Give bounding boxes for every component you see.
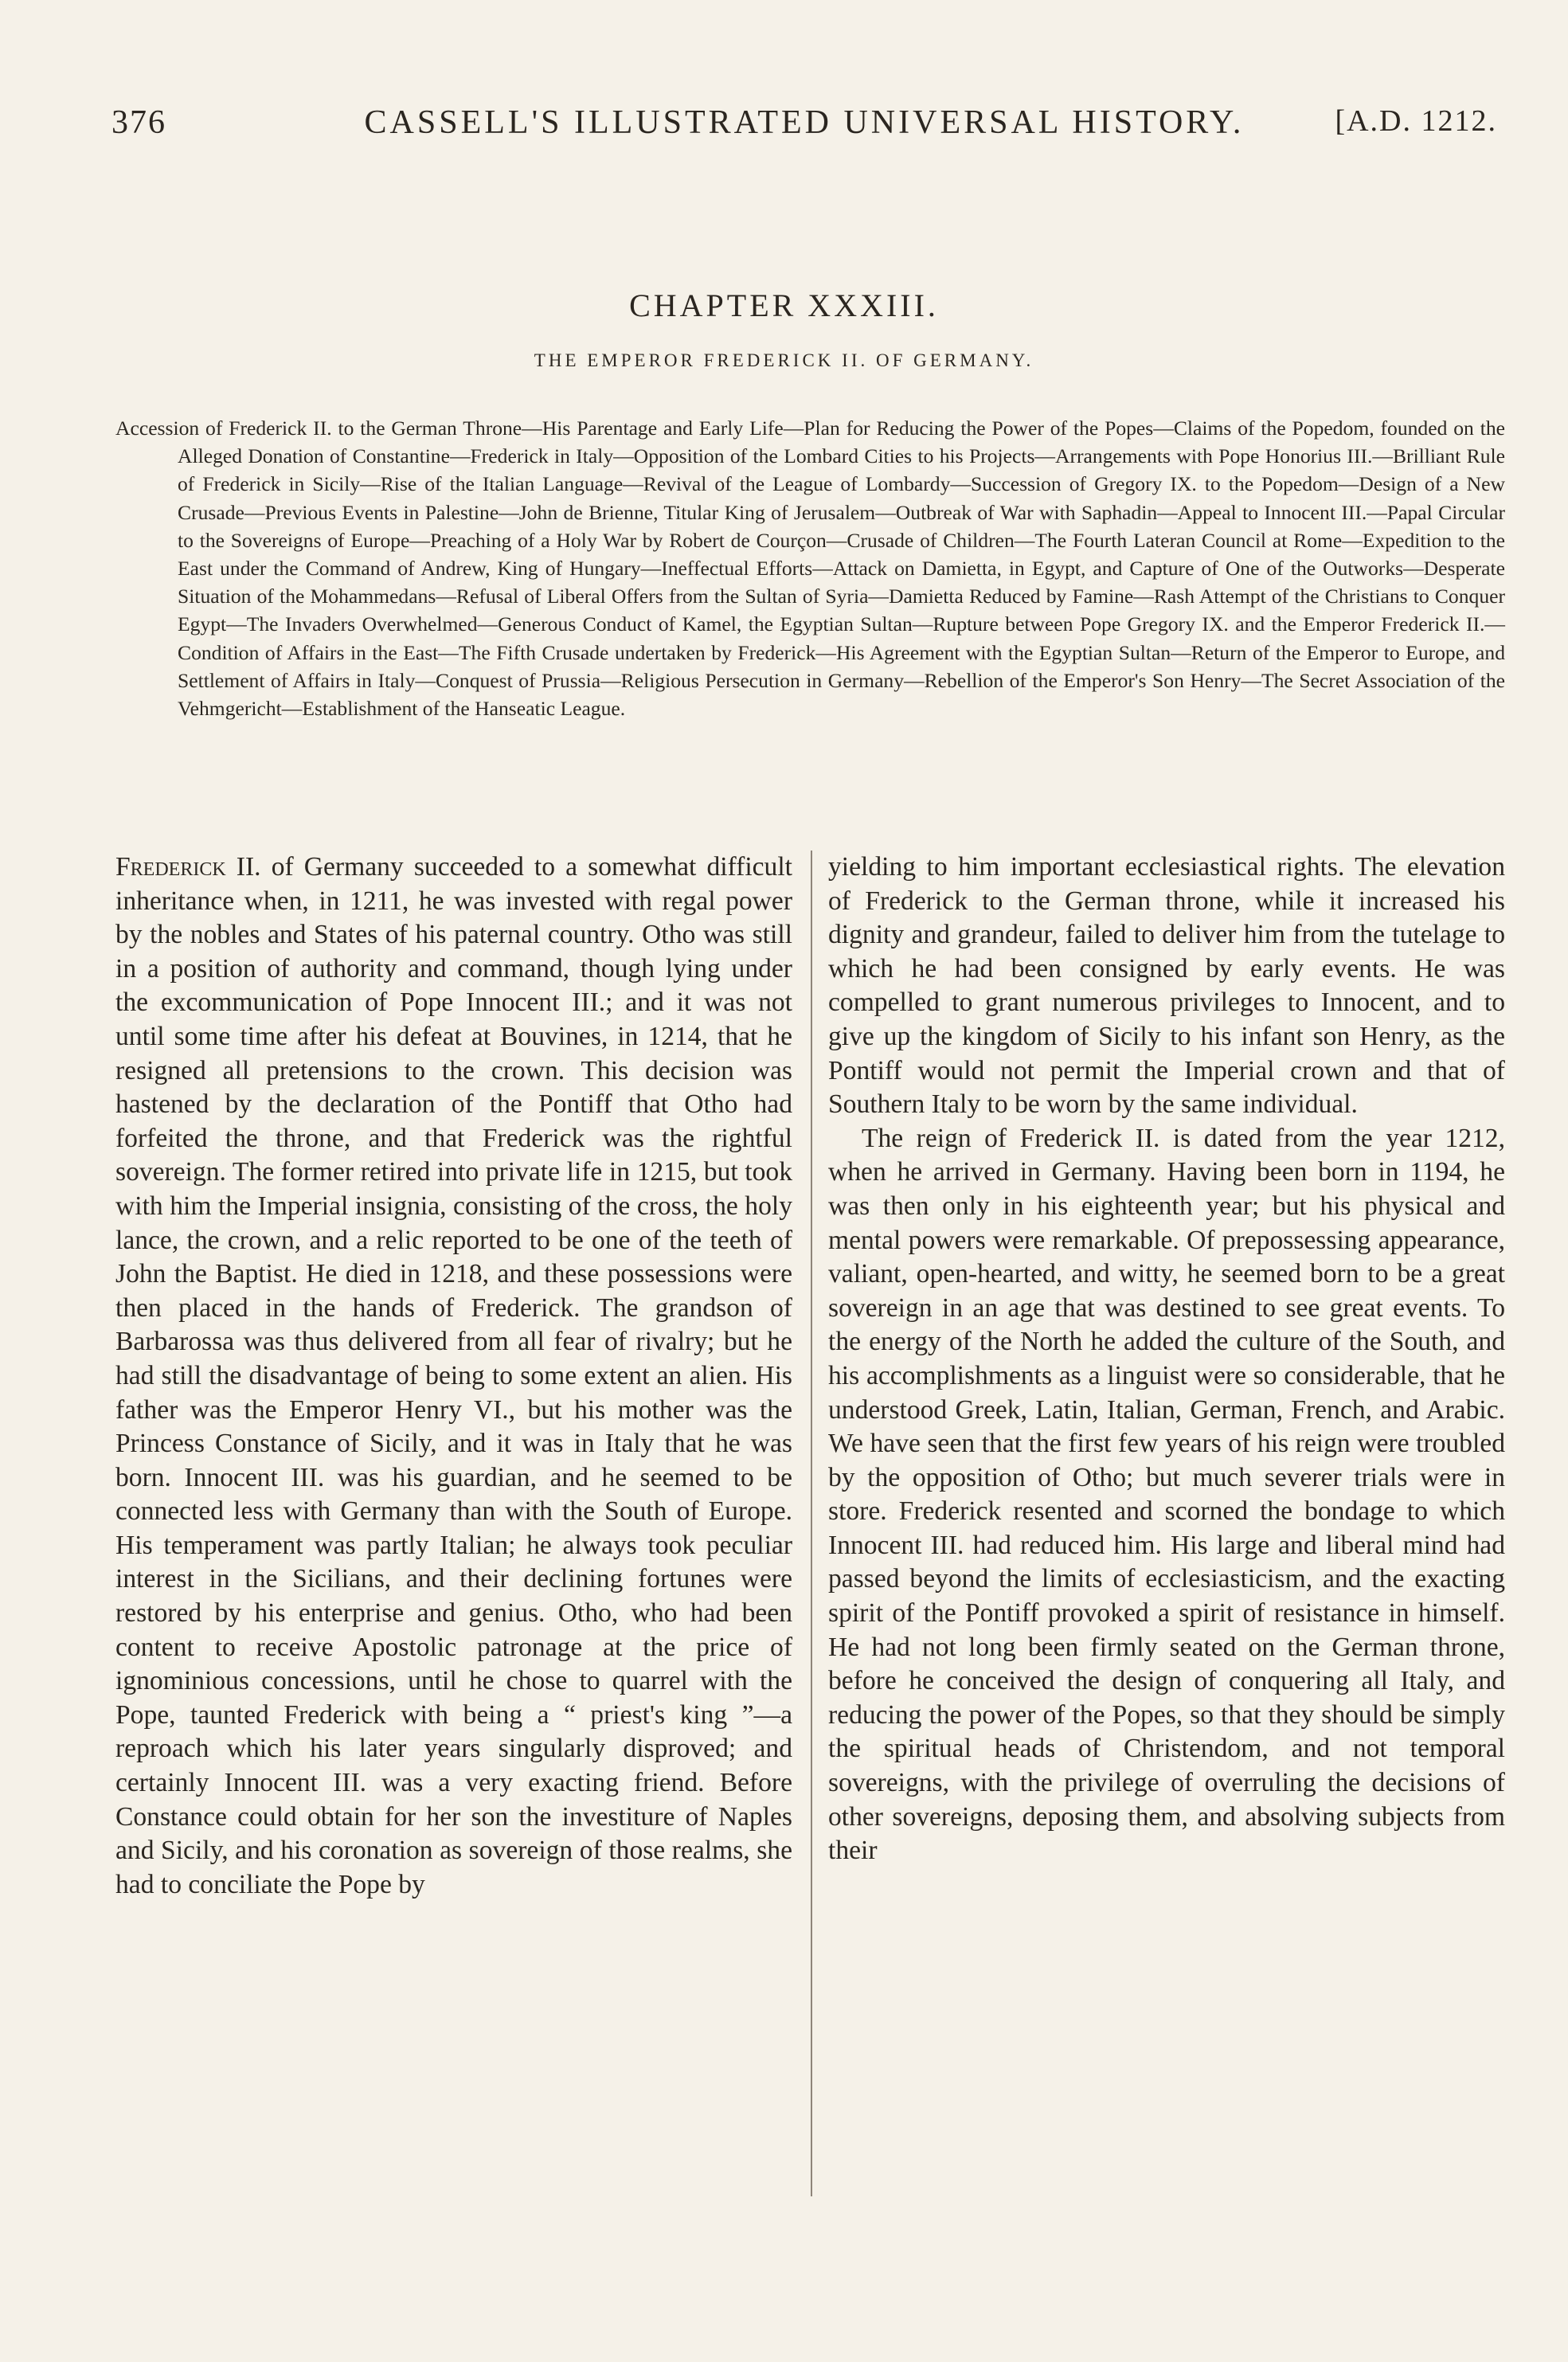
page-number: 376 (111, 104, 166, 141)
left-column (115, 851, 792, 2204)
right-column (828, 851, 1505, 2204)
left-column-text: II. of Germany succeeded to a somewhat difficult inheritance when, in 1211, he was invested with regal power by the nobles and States of his paternal country. Otho was still in a position of authority and command, though lying under the excommunication of Pope Innocent III.; and it was not until some time after his defeat at Bouvines, in 1214, that he resigned all pretensions to the crown. This decision was hastened by the declaration of the Pontiff that Otho had forfeited the throne, and that Frederick was the rightful sovereign. The former retired into private life in 1215, but took with him the Imperial insignia, consisting of the cross, the holy lance, the crown, and a relic reported to be one of the teeth of John the Baptist. He died in 1218, and these possessions were then placed in the hands of Frederick. The grandson of Barbarossa was thus delivered from all fear of rivalry; but he had still the disadvantage of being to some extent an alien. His father was the Emperor Henry VI., but his mother was the Princess Constance of Sicily, and it was in Italy that he was born. Innocent III. was his guardian, and he seemed to be connected less with Germany than with the South of Europe. His temperament was partly Italian; he always took peculiar interest in the Sicilians, and their declining fortunes were restored by his enterprise and genius. Otho, who had been content to receive Apostolic patronage at the price of ignominious concessions, until he chose to quarrel with the Pope, taunted Frederick with being a “ priest's king ”—a reproach which his later years singularly disproved; and certainly Innocent III. was a very exacting friend. Before Constance could obtain for her son the investiture of Naples and Sicily, and his coronation as sovereign of those realms, she had to conciliate the Pope by (115, 852, 792, 1899)
lead-word: Frederick (115, 852, 226, 882)
body-paragraph: yielding to him important ecclesiastical rights. The elevation of Frederick to the German throne, while it increased his dignity and grandeur, failed to deliver him from the tutelage to which he had been consigned by early events. He was compelled to grant numerous privileges to Innocent, and to give up the kingdom of Sicily to his infant son Henry, as the Pontiff would not permit the Imperial crown and that of Southern Italy to be worn by the same individual. (828, 852, 1505, 1120)
synopsis-text: Accession of Frederick II. to the German Throne—His Parentage and Early Life—Plan for Reducing the Power of the Popes—Claims of the Popedom, founded on the Alleged Donation of Constantine—Frederick in Italy—Opposition of the Lombard Cities to his Projects—Arrangements with Pope Honorius III.—Brilliant Rule of Frederick in Sicily—Rise of the Italian Language—Revival of the League of Lombardy—Succession of Gregory IX. to the Popedom—Design of a New Crusade—Previous Events in Palestine—John de Brienne, Titular King of Jerusalem—Outbreak of War with Saphadin—Appeal to Innocent III.—Papal Circular to the Sovereigns of Europe—Preaching of a Holy War by Robert de Courçon—Crusade of Children—The Fourth Lateran Council at Rome—Expedition to the East under the Command of Andrew, King of Hungary—Ineffectual Efforts—Attack on Damietta, in Egypt, and Capture of One of the Outworks—Desperate Situation of the Mohammedans—Refusal of Liberal Offers from the Sultan of Syria—Damietta Reduced by Famine—Rash Attempt of the Christians to Conquer Egypt—The Invaders Overwhelmed—Generous Conduct of Kamel, the Egyptian Sultan—Rupture between Pope Gregory IX. and the Emperor Frederick II.—Condition of Affairs in the East—The Fifth Crusade undertaken by Frederick—His Agreement with the Egyptian Sultan—Return of the Emperor to Europe, and Settlement of Affairs in Italy—Conquest of Prussia—Religious Persecution in Germany—Rebellion of the Emperor's Son Henry—The Secret Association of the Vehmgericht—Establishment of the Hanseatic League. (115, 416, 1505, 721)
column-divider (811, 851, 812, 2196)
chapter-number: CHAPTER XXXIII. (629, 287, 939, 323)
chapter-synopsis (115, 414, 1505, 722)
body-paragraph (115, 851, 792, 1902)
body-paragraph: The reign of Frederick II. is dated from the year 1212, when he arrived in Germany. Having been born in 1194, he was then only in his eighteenth year; but his physical and mental powers were remarkable. Of prepossessing appearance, valiant, open-hearted, and witty, he seemed born to be a great sovereign in an age that was destined to see great events. To the energy of the North he added the culture of the South, and his accomplishments as a linguist were so considerable, that he understood Greek, Latin, Italian, German, French, and Arabic. We have seen that the first few years of his reign were troubled by the opposition of Otho; but much severer trials were in store. Frederick resented and scorned the bondage to which Innocent III. had reduced him. His large and liberal mind had passed beyond the limits of ecclesiasticism, and the exacting spirit of the Pontiff provoked a spirit of resistance in himself. He had not long been firmly seated on the German throne, before he conceived the design of conquering all Italy, and reducing the power of the Popes, so that they should be simply the spiritual heads of Christendom, and not temporal sovereigns, with the privilege of overruling the decisions of other sovereigns, deposing them, and absolving subjects from their (828, 1123, 1505, 1866)
running-title: CASSELL'S ILLUSTRATED UNIVERSAL HISTORY. (364, 104, 1245, 141)
chapter-title: THE EMPEROR FREDERICK II. OF GERMANY. (534, 350, 1034, 370)
running-header (111, 104, 1497, 151)
running-date: [A.D. 1212. (1335, 104, 1497, 138)
